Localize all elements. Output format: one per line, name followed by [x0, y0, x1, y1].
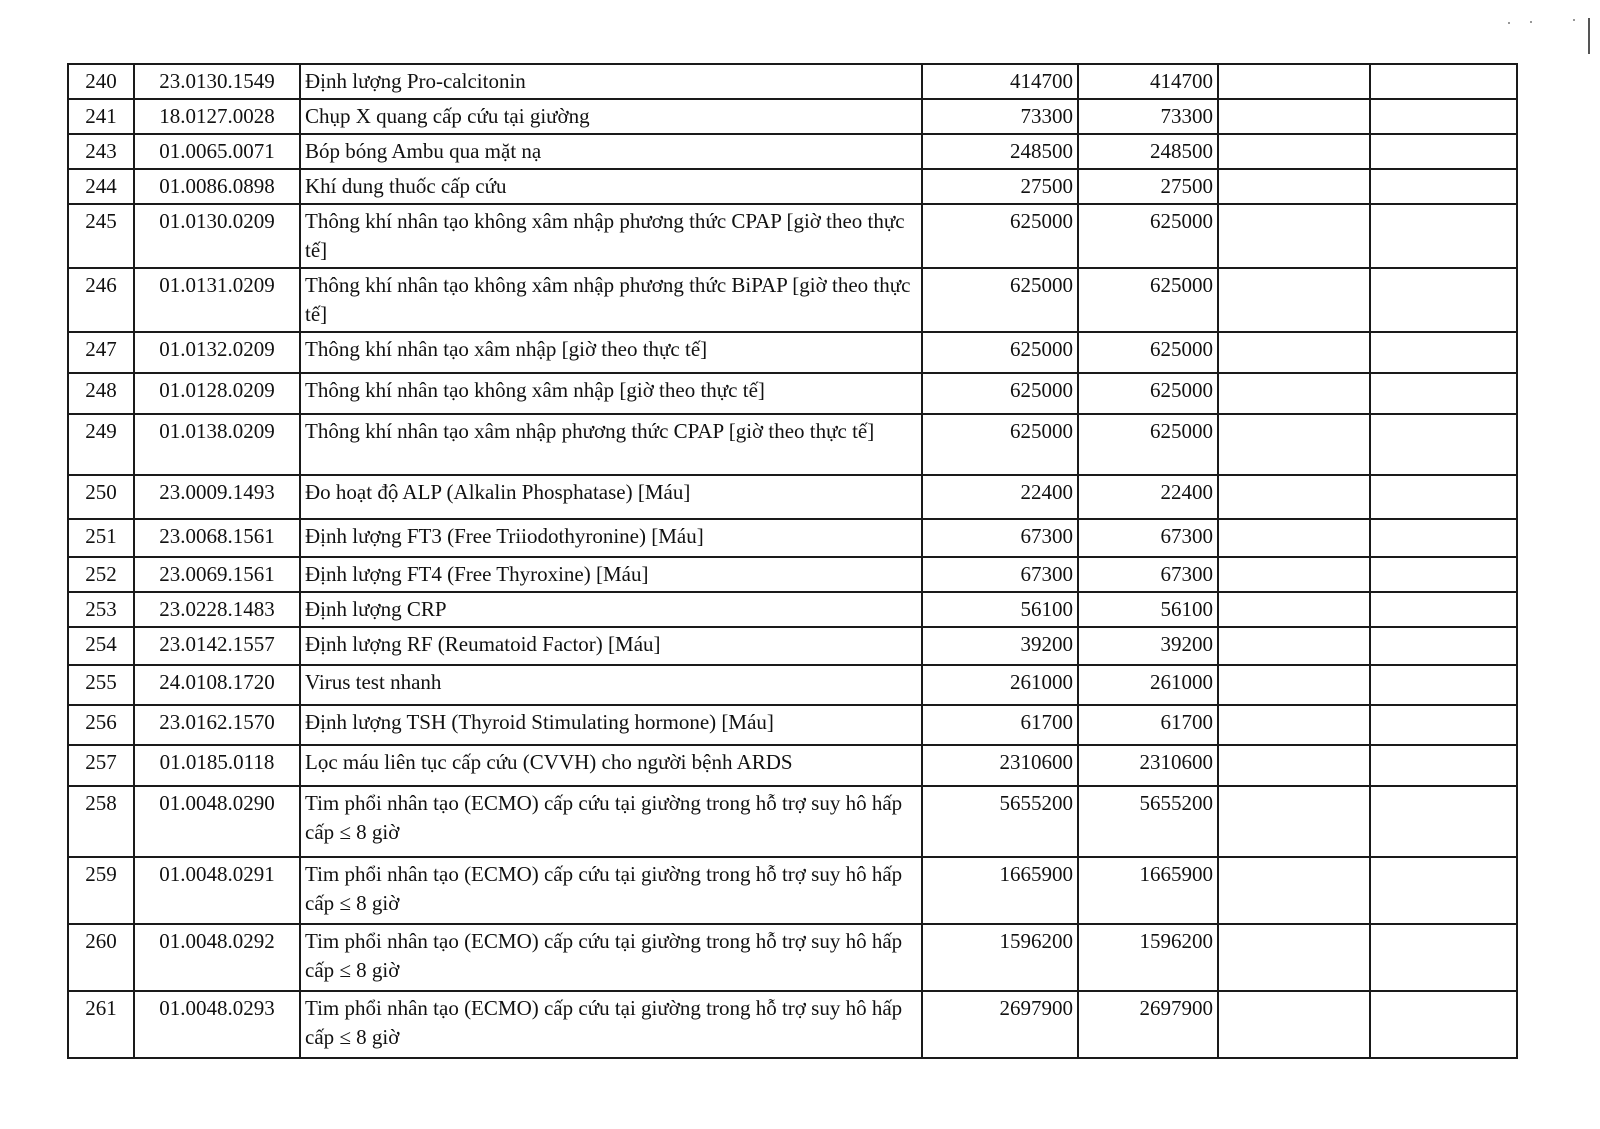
service-code: 01.0065.0071 [134, 134, 300, 169]
service-code: 01.0130.0209 [134, 204, 300, 268]
table-row [68, 857, 1517, 924]
service-name: Thông khí nhân tạo không xâm nhập phương thức CPAP [giờ theo thực tế] [300, 204, 922, 268]
table-row [68, 705, 1517, 745]
service-name: Thông khí nhân tạo xâm nhập [giờ theo thực tế] [300, 332, 922, 373]
price-new: 1596200 [1078, 924, 1218, 991]
empty-cell [1370, 627, 1517, 665]
price-current: 625000 [922, 268, 1078, 332]
price-new: 67300 [1078, 519, 1218, 557]
price-new: 67300 [1078, 557, 1218, 592]
row-number: 248 [68, 373, 134, 414]
price-new: 248500 [1078, 134, 1218, 169]
empty-cell [1370, 414, 1517, 475]
row-number: 256 [68, 705, 134, 745]
empty-cell [1370, 99, 1517, 134]
price-new: 625000 [1078, 373, 1218, 414]
service-name: Thông khí nhân tạo không xâm nhập [giờ theo thực tế] [300, 373, 922, 414]
table-row [68, 991, 1517, 1058]
row-number: 259 [68, 857, 134, 924]
table-row [68, 414, 1517, 475]
empty-cell [1370, 745, 1517, 786]
table-body [68, 64, 1517, 1058]
empty-cell [1370, 786, 1517, 857]
service-name: Định lượng FT3 (Free Triiodothyronine) [Máu] [300, 519, 922, 557]
price-current: 67300 [922, 557, 1078, 592]
empty-cell [1218, 99, 1370, 134]
service-code: 23.0228.1483 [134, 592, 300, 627]
row-number: 255 [68, 665, 134, 705]
empty-cell [1370, 665, 1517, 705]
row-number: 245 [68, 204, 134, 268]
price-current: 1596200 [922, 924, 1078, 991]
scan-speck [1530, 21, 1532, 23]
service-code: 23.0068.1561 [134, 519, 300, 557]
row-number: 257 [68, 745, 134, 786]
empty-cell [1370, 373, 1517, 414]
table-row [68, 745, 1517, 786]
table-row [68, 134, 1517, 169]
row-number: 260 [68, 924, 134, 991]
row-number: 246 [68, 268, 134, 332]
empty-cell [1218, 857, 1370, 924]
service-name: Định lượng FT4 (Free Thyroxine) [Máu] [300, 557, 922, 592]
empty-cell [1218, 519, 1370, 557]
service-code: 01.0048.0291 [134, 857, 300, 924]
price-new: 2697900 [1078, 991, 1218, 1058]
service-code: 23.0130.1549 [134, 64, 300, 99]
price-new: 625000 [1078, 332, 1218, 373]
empty-cell [1218, 592, 1370, 627]
empty-cell [1370, 857, 1517, 924]
row-number: 244 [68, 169, 134, 204]
scan-speck [1508, 22, 1510, 24]
table-row [68, 373, 1517, 414]
row-number: 258 [68, 786, 134, 857]
price-current: 27500 [922, 169, 1078, 204]
price-new: 39200 [1078, 627, 1218, 665]
service-name: Định lượng CRP [300, 592, 922, 627]
empty-cell [1370, 332, 1517, 373]
empty-cell [1218, 991, 1370, 1058]
price-current: 1665900 [922, 857, 1078, 924]
service-name: Bóp bóng Ambu qua mặt nạ [300, 134, 922, 169]
price-current: 67300 [922, 519, 1078, 557]
price-new: 22400 [1078, 475, 1218, 519]
service-code: 01.0048.0292 [134, 924, 300, 991]
row-number: 254 [68, 627, 134, 665]
empty-cell [1218, 924, 1370, 991]
table-row [68, 627, 1517, 665]
row-number: 249 [68, 414, 134, 475]
service-name: Định lượng RF (Reumatoid Factor) [Máu] [300, 627, 922, 665]
empty-cell [1218, 332, 1370, 373]
price-new: 261000 [1078, 665, 1218, 705]
row-number: 252 [68, 557, 134, 592]
service-name: Thông khí nhân tạo không xâm nhập phương thức BiPAP [giờ theo thực tế] [300, 268, 922, 332]
price-current: 414700 [922, 64, 1078, 99]
table-row [68, 924, 1517, 991]
price-current: 73300 [922, 99, 1078, 134]
empty-cell [1370, 557, 1517, 592]
empty-cell [1370, 64, 1517, 99]
empty-cell [1218, 745, 1370, 786]
service-name: Lọc máu liên tục cấp cứu (CVVH) cho người bệnh ARDS [300, 745, 922, 786]
row-number: 253 [68, 592, 134, 627]
table-row [68, 475, 1517, 519]
table-row [68, 786, 1517, 857]
service-code: 01.0048.0293 [134, 991, 300, 1058]
price-new: 625000 [1078, 414, 1218, 475]
service-name: Thông khí nhân tạo xâm nhập phương thức CPAP [giờ theo thực tế] [300, 414, 922, 475]
empty-cell [1218, 475, 1370, 519]
empty-cell [1218, 414, 1370, 475]
service-name: Đo hoạt độ ALP (Alkalin Phosphatase) [Máu] [300, 475, 922, 519]
row-number: 251 [68, 519, 134, 557]
row-number: 250 [68, 475, 134, 519]
service-name: Định lượng TSH (Thyroid Stimulating hormone) [Máu] [300, 705, 922, 745]
empty-cell [1370, 519, 1517, 557]
empty-cell [1218, 557, 1370, 592]
service-name: Virus test nhanh [300, 665, 922, 705]
price-new: 61700 [1078, 705, 1218, 745]
table-row [68, 64, 1517, 99]
price-current: 5655200 [922, 786, 1078, 857]
service-code: 18.0127.0028 [134, 99, 300, 134]
price-current: 56100 [922, 592, 1078, 627]
empty-cell [1218, 373, 1370, 414]
price-current: 625000 [922, 204, 1078, 268]
service-code: 23.0162.1570 [134, 705, 300, 745]
service-code: 23.0069.1561 [134, 557, 300, 592]
service-code: 01.0128.0209 [134, 373, 300, 414]
service-name: Tim phổi nhân tạo (ECMO) cấp cứu tại giường trong hỗ trợ suy hô hấp cấp ≤ 8 giờ [300, 924, 922, 991]
empty-cell [1218, 786, 1370, 857]
table-row [68, 519, 1517, 557]
service-name: Tim phổi nhân tạo (ECMO) cấp cứu tại giường trong hỗ trợ suy hô hấp cấp ≤ 8 giờ [300, 991, 922, 1058]
table-row [68, 268, 1517, 332]
empty-cell [1218, 665, 1370, 705]
service-code: 01.0132.0209 [134, 332, 300, 373]
row-number: 240 [68, 64, 134, 99]
price-current: 261000 [922, 665, 1078, 705]
table-row [68, 99, 1517, 134]
row-number: 241 [68, 99, 134, 134]
table-row [68, 592, 1517, 627]
empty-cell [1370, 134, 1517, 169]
price-new: 625000 [1078, 204, 1218, 268]
price-new: 27500 [1078, 169, 1218, 204]
empty-cell [1370, 924, 1517, 991]
service-code: 24.0108.1720 [134, 665, 300, 705]
table-row [68, 557, 1517, 592]
service-code: 01.0131.0209 [134, 268, 300, 332]
table-row [68, 169, 1517, 204]
price-current: 248500 [922, 134, 1078, 169]
price-new: 73300 [1078, 99, 1218, 134]
price-current: 39200 [922, 627, 1078, 665]
service-code: 01.0086.0898 [134, 169, 300, 204]
empty-cell [1370, 475, 1517, 519]
empty-cell [1218, 705, 1370, 745]
empty-cell [1218, 64, 1370, 99]
row-number: 247 [68, 332, 134, 373]
table-row [68, 665, 1517, 705]
service-name: Tim phổi nhân tạo (ECMO) cấp cứu tại giường trong hỗ trợ suy hô hấp cấp ≤ 8 giờ [300, 857, 922, 924]
price-current: 22400 [922, 475, 1078, 519]
service-code: 23.0142.1557 [134, 627, 300, 665]
service-code: 01.0048.0290 [134, 786, 300, 857]
empty-cell [1218, 204, 1370, 268]
empty-cell [1370, 705, 1517, 745]
price-new: 2310600 [1078, 745, 1218, 786]
empty-cell [1370, 169, 1517, 204]
service-name: Định lượng Pro-calcitonin [300, 64, 922, 99]
service-name: Khí dung thuốc cấp cứu [300, 169, 922, 204]
table-row [68, 332, 1517, 373]
price-new: 625000 [1078, 268, 1218, 332]
empty-cell [1370, 268, 1517, 332]
price-current: 2697900 [922, 991, 1078, 1058]
price-new: 56100 [1078, 592, 1218, 627]
price-current: 625000 [922, 414, 1078, 475]
price-current: 625000 [922, 332, 1078, 373]
empty-cell [1370, 592, 1517, 627]
empty-cell [1218, 268, 1370, 332]
service-name: Chụp X quang cấp cứu tại giường [300, 99, 922, 134]
scan-edge-mark [1588, 18, 1590, 54]
row-number: 243 [68, 134, 134, 169]
empty-cell [1370, 991, 1517, 1058]
empty-cell [1370, 204, 1517, 268]
empty-cell [1218, 627, 1370, 665]
table-row [68, 204, 1517, 268]
row-number: 261 [68, 991, 134, 1058]
service-code: 01.0185.0118 [134, 745, 300, 786]
price-current: 625000 [922, 373, 1078, 414]
price-new: 5655200 [1078, 786, 1218, 857]
scan-speck [1573, 19, 1575, 21]
price-current: 2310600 [922, 745, 1078, 786]
price-current: 61700 [922, 705, 1078, 745]
price-new: 1665900 [1078, 857, 1218, 924]
empty-cell [1218, 169, 1370, 204]
price-new: 414700 [1078, 64, 1218, 99]
empty-cell [1218, 134, 1370, 169]
service-code: 23.0009.1493 [134, 475, 300, 519]
service-price-table [67, 63, 1518, 1059]
service-name: Tim phổi nhân tạo (ECMO) cấp cứu tại giường trong hỗ trợ suy hô hấp cấp ≤ 8 giờ [300, 786, 922, 857]
service-code: 01.0138.0209 [134, 414, 300, 475]
